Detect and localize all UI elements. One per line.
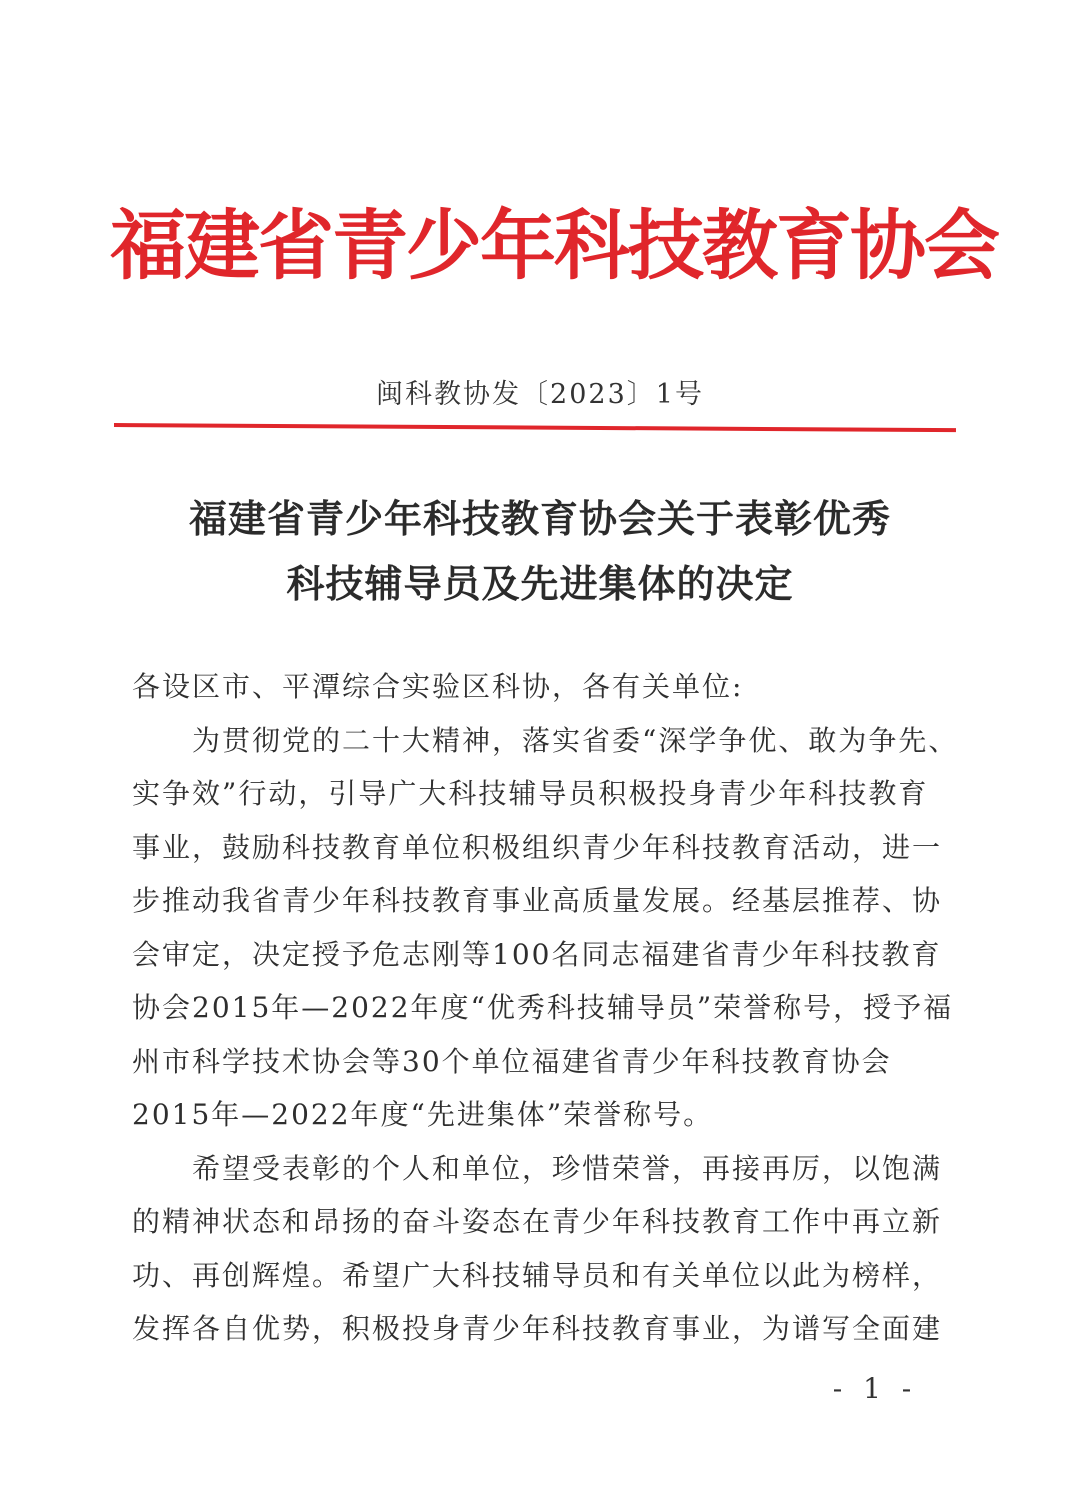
document-title-line-1: 福建省青少年科技教育协会关于表彰优秀	[188, 496, 891, 541]
document-number: 闽科教协发〔2023〕1号	[376, 379, 704, 410]
body-line: 各设区市、平潭综合实验区科协，各有关单位:	[132, 670, 744, 703]
body-line: 会审定，决定授予危志刚等100名同志福建省青少年科技教育	[132, 937, 942, 971]
page-number: - 1 -	[832, 1372, 918, 1405]
body-line: 2015年—2022年度“先进集体”荣誉称号。	[132, 1098, 714, 1131]
body-line: 实争效”行动，引导广大科技辅导员积极投身青少年科技教育	[132, 777, 929, 810]
body-line: 事业，鼓励科技教育单位积极组织青少年科技教育活动，进一	[132, 830, 943, 864]
body-line: 的精神状态和昂扬的奋斗姿态在青少年科技教育工作中再立新	[132, 1205, 943, 1238]
red-divider-line	[114, 423, 956, 432]
body-line: 希望受表彰的个人和单位，珍惜荣誉，再接再厉，以饱满	[132, 1151, 943, 1185]
organization-masthead: 福建省青少年科技教育协会	[110, 201, 998, 290]
body-line: 步推动我省青少年科技教育事业高质量发展。经基层推荐、协	[132, 884, 943, 917]
document-title-line-2: 科技辅导员及先进集体的决定	[286, 561, 794, 606]
body-line: 协会2015年—2022年度“优秀科技辅导员”荣誉称号，授予福	[132, 991, 954, 1024]
document-body	[132, 660, 959, 1356]
body-line: 功、再创辉煌。希望广大科技辅导员和有关单位以此为榜样，	[132, 1258, 943, 1292]
body-line: 为贯彻党的二十大精神，落实省委“深学争优、敢为争先、	[132, 723, 959, 757]
body-line: 州市科学技术协会等30个单位福建省青少年科技教育协会	[132, 1044, 892, 1078]
body-line: 发挥各自优势，积极投身青少年科技教育事业，为谱写全面建	[132, 1312, 943, 1345]
